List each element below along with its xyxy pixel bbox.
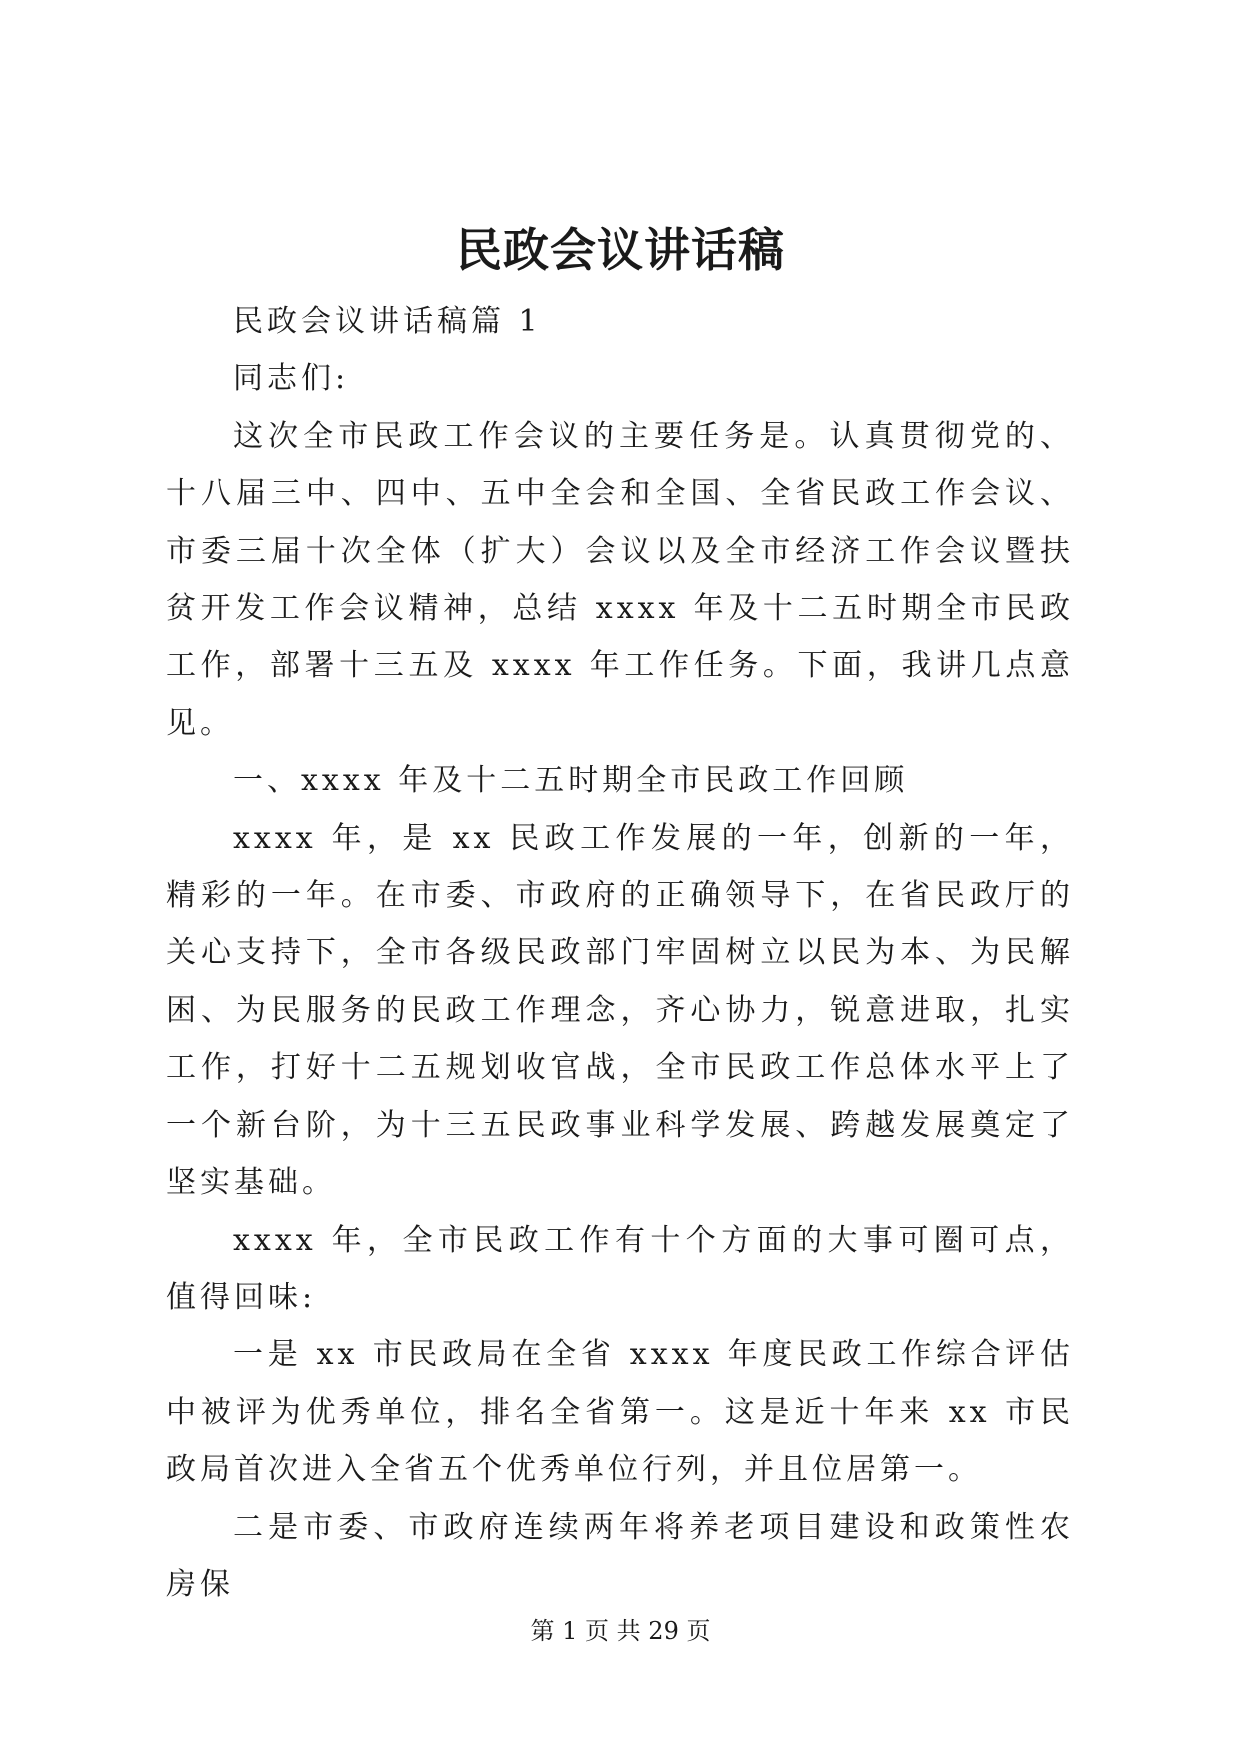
document-body (166, 293, 1074, 1613)
paragraph: 二是市委、市政府连续两年将养老项目建设和政策性农房保 (166, 1509, 1074, 1602)
paragraph: xxxx 年，全市民政工作有十个方面的大事可圈可点，值得回味: (166, 1222, 1074, 1315)
paragraph-heading: 民政会议讲话稿篇 1 (233, 304, 542, 339)
page-number-footer: 第 1 页 共 29 页 (530, 1617, 711, 1645)
paragraph-salutation: 同志们: (233, 361, 350, 397)
section-heading: 一、xxxx 年及十二五时期全市民政工作回顾 (233, 763, 909, 799)
document-title: 民政会议讲话稿 (456, 223, 785, 277)
paragraph: 一是 xx 市民政局在全省 xxxx 年度民政工作综合评估中被评为优秀单位，排名全省第一。这是近十年来 xx 市民政局首次进入全省五个优秀单位行列，并且位居第一。 (166, 1337, 1074, 1488)
paragraph: 这次全市民政工作会议的主要任务是。认真贯彻党的、十八届三中、四中、五中全会和全国、全省民政工作会议、市委三届十次全体（扩大）会议以及全市经济工作会议暨扶贫开发工作会议精神，总结 xxxx 年及十二五时期全市民政工作，部署十三五及 xxxx 年工作任务。下面，我讲几点意见。 (166, 418, 1074, 741)
paragraph: xxxx 年，是 xx 民政工作发展的一年，创新的一年，精彩的一年。在市委、市政府的正确领导下，在省民政厅的关心支持下，全市各级民政部门牢固树立以民为本、为民解困、为民服务的民政工作理念，齐心协力，锐意进取，扎实工作，打好十二五规划收官战，全市民政工作总体水平上了一个新台阶，为十三五民政事业科学发展、跨越发展奠定了坚实基础。 (166, 820, 1074, 1201)
